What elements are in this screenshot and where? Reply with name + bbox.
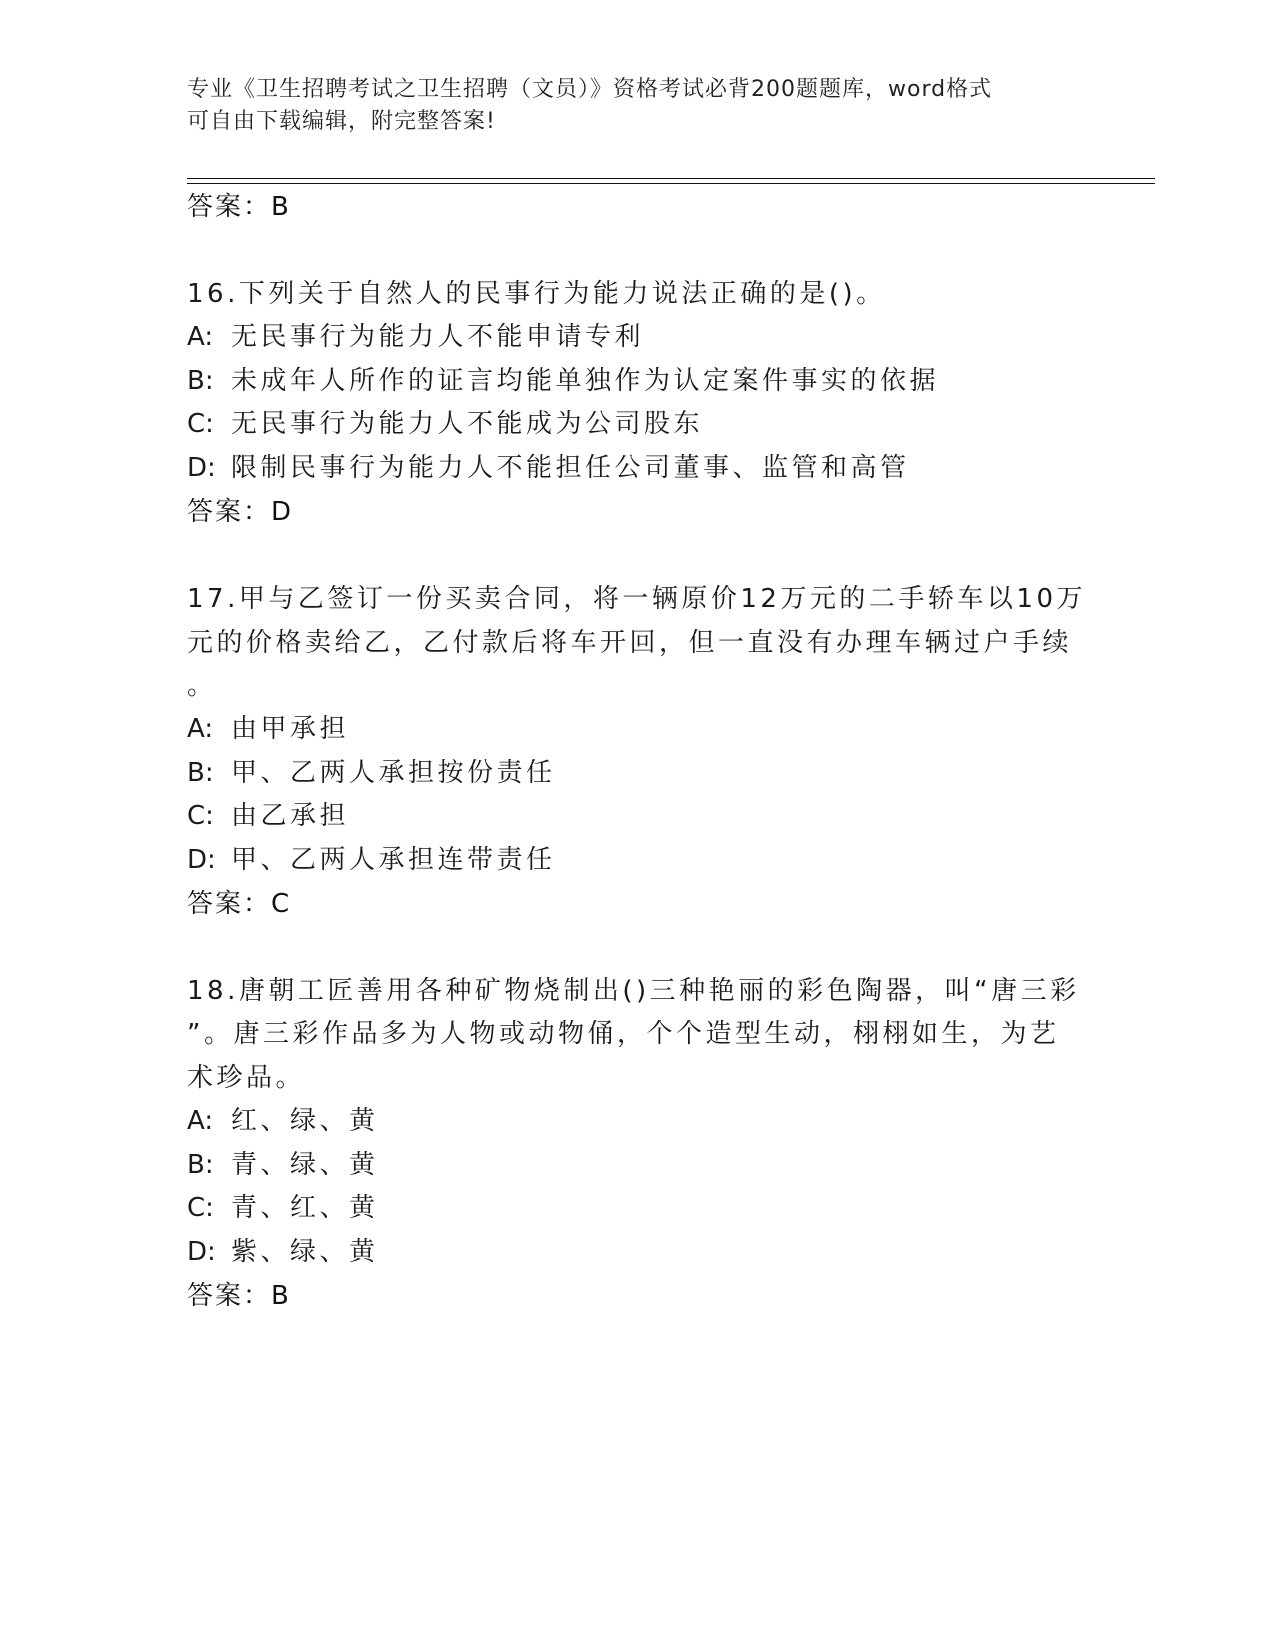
option-text: 由乙承担 — [231, 801, 350, 831]
question-17-text-line-3: 。 — [187, 671, 217, 701]
question-17-text-line-2: 元的价格卖给乙，乙付款后将车开回，但一直没有办理车辆过户手续 — [187, 628, 1073, 658]
question-18-option-d — [187, 1231, 379, 1268]
option-text: 无民事行为能力人不能申请专利 — [231, 322, 645, 352]
header-line-1: 专业《卫生招聘考试之卫生招聘（文员）》资格考试必背200题题库，word格式 — [187, 77, 993, 102]
option-text: 青、红、黄 — [231, 1193, 379, 1223]
question-16-option-b — [187, 360, 939, 397]
option-text: 无民事行为能力人不能成为公司股东 — [231, 409, 704, 439]
option-letter: B: — [187, 366, 214, 396]
header-divider-bottom — [187, 183, 1155, 184]
option-letter: B: — [187, 1150, 214, 1180]
question-16-text: 16.下列关于自然人的民事行为能力说法正确的是()。 — [187, 279, 886, 309]
question-18-text-line-3: 术珍品。 — [187, 1063, 306, 1093]
question-16-option-a — [187, 316, 644, 353]
question-17-answer: 答案：C — [187, 889, 292, 919]
header-line-2: 可自由下载编辑，附完整答案! — [187, 109, 496, 134]
question-18-text-line-2: ”。唐三彩作品多为人物或动物俑，个个造型生动，栩栩如生，为艺 — [187, 1019, 1060, 1049]
option-letter: D: — [187, 453, 216, 483]
option-letter: C: — [187, 409, 214, 439]
option-letter: D: — [187, 845, 216, 875]
option-text: 紫、绿、黄 — [231, 1237, 379, 1267]
question-18-text-line-1: 18.唐朝工匠善用各种矿物烧制出()三种艳丽的彩色陶器，叫“唐三彩 — [187, 976, 1080, 1006]
option-letter: D: — [187, 1237, 216, 1267]
option-letter: C: — [187, 801, 214, 831]
option-letter: C: — [187, 1193, 214, 1223]
question-17-option-a — [187, 708, 349, 745]
question-16-option-c — [187, 403, 703, 440]
question-17-text-line-1: 17.甲与乙签订一份买卖合同，将一辆原价12万元的二手轿车以10万 — [187, 584, 1087, 614]
header-divider-top — [187, 178, 1155, 179]
question-16-answer: 答案：D — [187, 497, 294, 527]
question-17-option-c — [187, 795, 349, 832]
question-17-option-b — [187, 752, 556, 789]
question-18-option-a — [187, 1100, 379, 1137]
option-letter: A: — [187, 714, 214, 744]
option-text: 甲、乙两人承担按份责任 — [231, 758, 556, 788]
question-17-option-d — [187, 839, 556, 876]
document-header — [187, 74, 1067, 138]
option-text: 限制民事行为能力人不能担任公司董事、监管和高管 — [231, 453, 910, 483]
option-text: 甲、乙两人承担连带责任 — [231, 845, 556, 875]
option-text: 由甲承担 — [231, 714, 350, 744]
option-letter: A: — [187, 1106, 214, 1136]
question-18-option-b — [187, 1144, 379, 1181]
option-letter: B: — [187, 758, 214, 788]
question-18-answer: 答案：B — [187, 1281, 291, 1311]
option-text: 未成年人所作的证言均能单独作为认定案件事实的依据 — [231, 366, 940, 396]
previous-answer: 答案：B — [187, 192, 291, 222]
question-18-option-c — [187, 1187, 379, 1224]
question-16-option-d — [187, 447, 910, 484]
option-text: 红、绿、黄 — [231, 1106, 379, 1136]
option-letter: A: — [187, 322, 214, 352]
option-text: 青、绿、黄 — [231, 1150, 379, 1180]
